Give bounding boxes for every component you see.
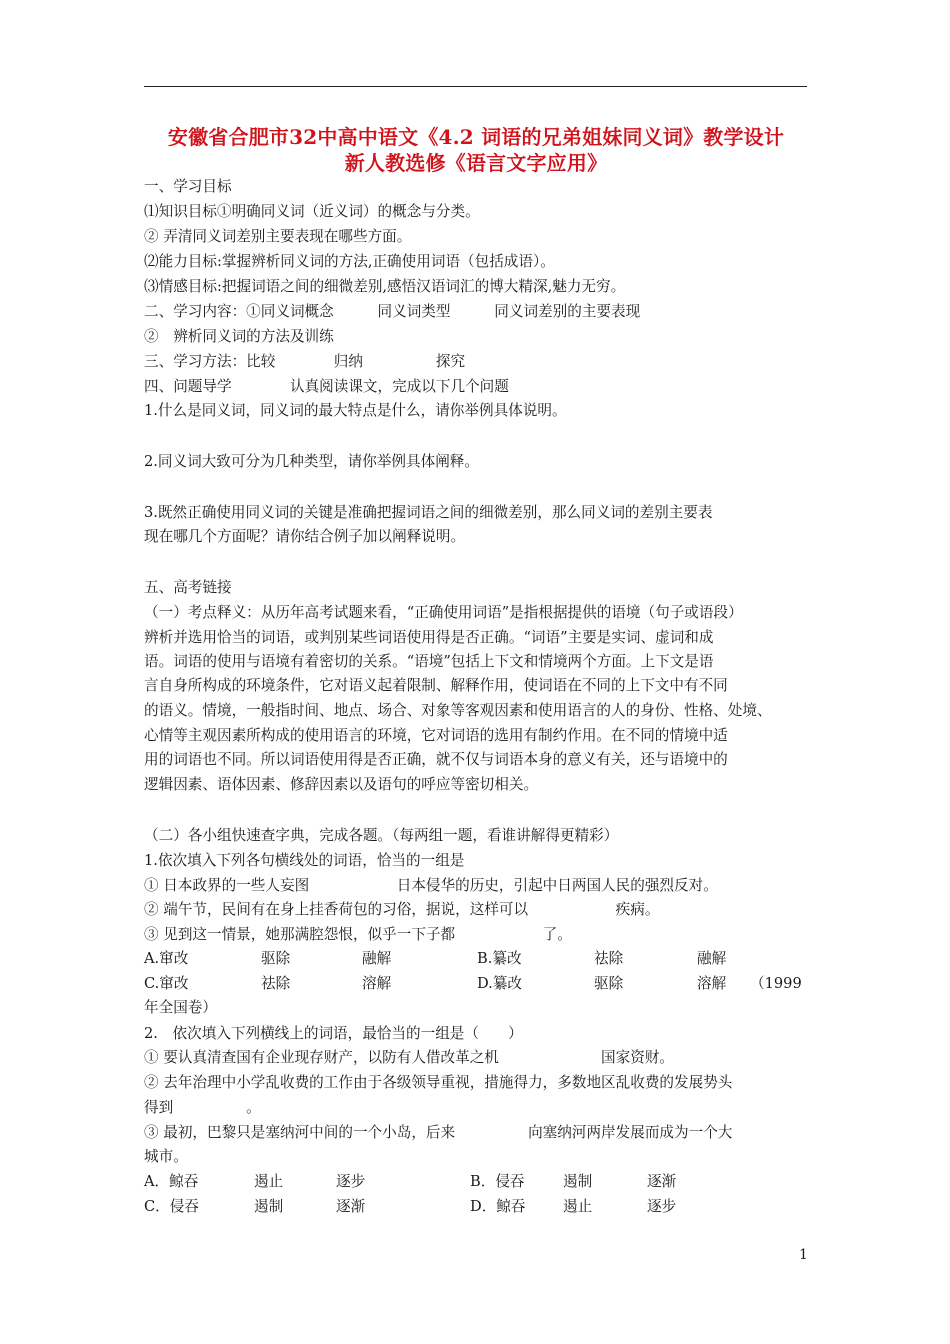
option-word: 逐渐 — [336, 1198, 366, 1215]
option-label: D．鲸吞 — [470, 1198, 526, 1215]
body-line: ⑵能力目标:掌握辨析同义词的方法,正确使用词语（包括成语）。 — [144, 253, 555, 270]
source-note: （1999 — [750, 975, 802, 992]
option-word: 祛除 — [594, 950, 624, 967]
question-line: 2. 依次填入下列横线上的词语，最恰当的一组是（ ） — [144, 1025, 523, 1042]
page-number: 1 — [799, 1247, 808, 1263]
header-rule — [144, 86, 807, 87]
option-word: 溶解 — [362, 975, 392, 992]
question-line: 1.什么是同义词，同义词的最大特点是什么，请你举例具体说明。 — [144, 402, 567, 419]
body-line: ② 辨析同义词的方法及训练 — [144, 328, 334, 345]
paragraph-line: 用的词语也不同。所以词语使用得是否正确，就不仅与词语本身的意义有关，还与语境中的 — [144, 751, 728, 768]
option-word: 遏制 — [254, 1198, 284, 1215]
paragraph-line: 逻辑因素、语体因素、修辞因素以及语句的呼应等密切相关。 — [144, 776, 539, 793]
option-word: 逐步 — [336, 1173, 366, 1190]
body-line: ⑶情感目标:把握词语之间的细微差别,感悟汉语词汇的博大精深,魅力无穷。 — [144, 278, 626, 295]
options-row — [144, 1197, 807, 1217]
section-heading: 四、问题导学 认真阅读课文，完成以下几个问题 — [144, 378, 509, 395]
question-line: 3.既然正确使用同义词的关键是准确把握词语之间的细微差别，那么同义词的差别主要表 — [144, 504, 713, 521]
option-label: C．侵吞 — [144, 1198, 199, 1215]
question-line: 1.依次填入下列各句横线处的词语，恰当的一组是 — [144, 852, 465, 869]
option-word: 逐渐 — [647, 1173, 677, 1190]
options-row — [144, 949, 807, 969]
options-row — [144, 974, 807, 994]
option-word: 祛除 — [261, 975, 291, 992]
option-label: A.窜改 — [144, 950, 189, 967]
body-line: ⑴知识目标①明确同义词（近义词）的概念与分类。 — [144, 203, 480, 220]
source-note-continued: 年全国卷） — [144, 999, 217, 1016]
question-line: ③ 最初，巴黎只是塞纳河中间的一个小岛，后来 向塞纳河两岸发展而成为一个大 — [144, 1124, 733, 1141]
paragraph-line: 言自身所构成的环境条件，它对语义起着限制、解释作用，使词语在不同的上下文中有不同 — [144, 677, 728, 694]
option-word: 溶解 — [697, 975, 727, 992]
question-line: 现在哪几个方面呢？请你结合例子加以阐释说明。 — [144, 528, 466, 545]
paragraph-line: 心情等主观因素所构成的使用语言的环境，它对词语的选用有制约作用。在不同的情境中适 — [144, 727, 728, 744]
option-label: D.纂改 — [477, 975, 523, 992]
section-heading: 三、学习方法：比较 归纳 探究 — [144, 353, 466, 370]
question-line: ① 日本政界的一些人妄图 日本侵华的历史，引起中日两国人民的强烈反对。 — [144, 877, 718, 894]
option-word: 遏制 — [563, 1173, 593, 1190]
question-line: 得到 。 — [144, 1099, 261, 1116]
paragraph-line: 语。词语的使用与语境有着密切的关系。“语境”包括上下文和情境两个方面。上下文是语 — [144, 653, 714, 670]
question-line: ② 去年治理中小学乱收费的工作由于各级领导重视，措施得力，多数地区乱收费的发展势头 — [144, 1074, 733, 1091]
options-row — [144, 1172, 807, 1192]
question-line: ② 端午节，民间有在身上挂香荷包的习俗，据说，这样可以 疾病。 — [144, 901, 660, 918]
document-title-line-1: 安徽省合肥市32中高中语文《4.2 词语的兄弟姐妹同义词》教学设计 — [167, 125, 785, 149]
option-word: 融解 — [362, 950, 392, 967]
option-label: B．侵吞 — [470, 1173, 525, 1190]
section-heading: 二、学习内容：①同义词概念 同义词类型 同义词差别的主要表现 — [144, 303, 641, 320]
question-line: ③ 见到这一情景，她那满腔怨恨，似乎一下子都 了。 — [144, 926, 572, 943]
option-label: C.窜改 — [144, 975, 189, 992]
question-line: 2.同义词大致可分为几种类型，请你举例具体阐释。 — [144, 453, 479, 470]
option-word: 遏止 — [254, 1173, 284, 1190]
paragraph-line: 辨析并选用恰当的词语，或判别某些词语使用得是否正确。“词语”主要是实词、虚词和成 — [144, 629, 714, 646]
body-line: ② 弄清同义词差别主要表现在哪些方面。 — [144, 228, 412, 245]
question-line: ① 要认真清查国有企业现存财产，以防有人借改革之机 国家资财。 — [144, 1049, 675, 1066]
section-heading: （二）各小组快速查字典，完成各题。（每两组一题，看谁讲解得更精彩） — [144, 827, 619, 844]
option-word: 遏止 — [563, 1198, 593, 1215]
option-word: 驱除 — [594, 975, 624, 992]
document-title-line-2: 新人教选修《语言文字应用》 — [344, 151, 608, 175]
option-label: A．鲸吞 — [144, 1173, 199, 1190]
paragraph-line: 的语义。情境，一般指时间、地点、场合、对象等客观因素和使用语言的人的身份、性格、处境、 — [144, 702, 772, 719]
section-heading: 一、学习目标 — [144, 178, 232, 195]
option-word: 驱除 — [261, 950, 291, 967]
option-word: 逐步 — [647, 1198, 677, 1215]
option-word: 融解 — [697, 950, 727, 967]
option-label: B.纂改 — [477, 950, 522, 967]
section-heading: 五、高考链接 — [144, 579, 232, 596]
question-line: 城市。 — [144, 1148, 188, 1165]
paragraph-line: （一）考点释义：从历年高考试题来看，“正确使用词语”是指根据提供的语境（句子或语段） — [144, 604, 743, 621]
